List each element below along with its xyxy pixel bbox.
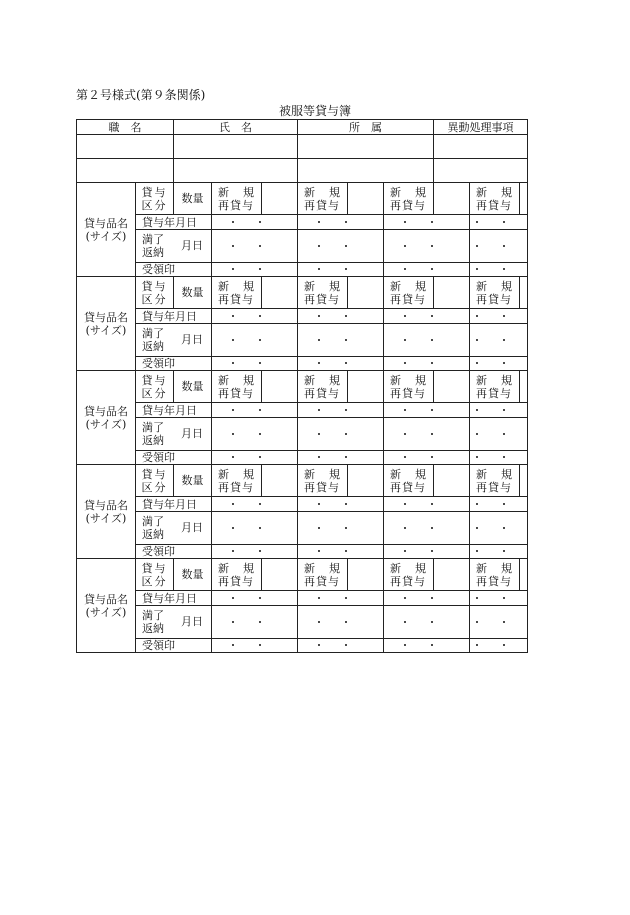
return-date-cell[interactable]: ・・ bbox=[384, 230, 470, 263]
seal-cell[interactable]: ・・ bbox=[298, 545, 384, 559]
month-day-label: 月日 bbox=[181, 239, 203, 252]
kubun-label-2: 区分 bbox=[141, 198, 168, 212]
return-row bbox=[77, 324, 528, 357]
seal-row bbox=[77, 357, 528, 371]
return-date-cell[interactable]: ・・ bbox=[298, 230, 384, 263]
table-body bbox=[77, 120, 528, 653]
return-label: 返納 bbox=[142, 246, 164, 259]
lend-date-cell[interactable]: ・・ bbox=[470, 309, 528, 324]
lend-date-row bbox=[77, 497, 528, 512]
return-label: 返納 bbox=[142, 340, 164, 353]
form-number: 第２号様式(第９条関係) bbox=[76, 88, 206, 102]
seal-cell[interactable]: ・・ bbox=[212, 451, 298, 465]
kubun-label-2: 区分 bbox=[141, 574, 168, 588]
return-date-cell[interactable]: ・・ bbox=[470, 230, 528, 263]
lend-type-cell bbox=[470, 559, 527, 591]
entry-row bbox=[77, 135, 528, 159]
lend-date-label: 貸与年月日 bbox=[136, 497, 212, 512]
seal-cell[interactable]: ・・ bbox=[298, 451, 384, 465]
month-day-label: 月日 bbox=[181, 333, 203, 346]
seal-cell[interactable]: ・・ bbox=[384, 357, 470, 371]
seal-cell[interactable]: ・・ bbox=[212, 545, 298, 559]
return-label: 返納 bbox=[142, 622, 164, 635]
lend-type-cell bbox=[212, 559, 268, 591]
lend-date-cell[interactable]: ・・ bbox=[212, 497, 298, 512]
return-date-cell[interactable]: ・・ bbox=[212, 606, 298, 639]
return-date-cell[interactable]: ・・ bbox=[384, 606, 470, 639]
item-name-cell bbox=[77, 559, 136, 653]
lend-type-cell bbox=[384, 183, 441, 215]
affiliation-cell[interactable] bbox=[298, 135, 434, 159]
lend-date-row bbox=[77, 215, 528, 230]
item-name-label: 貸与品名 bbox=[84, 310, 128, 324]
seal-row bbox=[77, 451, 528, 465]
expiry-label: 満了 bbox=[142, 515, 164, 528]
lend-type-relend: 再貸与 bbox=[476, 198, 513, 212]
lend-type-relend: 再貸与 bbox=[476, 292, 513, 306]
quantity-label: 数量 bbox=[174, 371, 212, 403]
lend-date-cell[interactable]: ・・ bbox=[298, 215, 384, 230]
lend-type-cell bbox=[298, 277, 355, 309]
lend-type-relend: 再貸与 bbox=[476, 386, 513, 400]
kubun-label-1: 貸与 bbox=[141, 373, 168, 387]
transfer-cell[interactable] bbox=[434, 135, 528, 159]
lend-type-cell bbox=[212, 183, 268, 215]
seal-row bbox=[77, 545, 528, 559]
lend-type-cell bbox=[470, 371, 527, 403]
return-label: 返納 bbox=[142, 528, 164, 541]
position-cell[interactable] bbox=[77, 159, 174, 183]
return-label-cell bbox=[136, 230, 212, 263]
return-date-cell[interactable]: ・・ bbox=[298, 606, 384, 639]
item-name-label: 貸与品名 bbox=[84, 592, 128, 606]
lend-date-row bbox=[77, 309, 528, 324]
kubun-label-1: 貸与 bbox=[141, 279, 168, 293]
lend-date-cell[interactable]: ・・ bbox=[212, 309, 298, 324]
lend-type-new: 新規 bbox=[390, 279, 441, 293]
lend-type-relend: 再貸与 bbox=[304, 480, 341, 494]
lend-type-new: 新規 bbox=[218, 373, 268, 387]
lend-type-new: 新規 bbox=[304, 279, 355, 293]
seal-label: 受領印 bbox=[136, 357, 212, 371]
lend-type-cell bbox=[298, 183, 355, 215]
lend-date-cell[interactable]: ・・ bbox=[298, 497, 384, 512]
seal-cell[interactable]: ・・ bbox=[298, 639, 384, 653]
seal-label: 受領印 bbox=[136, 451, 212, 465]
lend-date-cell[interactable]: ・・ bbox=[470, 497, 528, 512]
lend-type-relend: 再貸与 bbox=[218, 574, 254, 588]
seal-label: 受領印 bbox=[136, 545, 212, 559]
item-size-label: (サイズ) bbox=[85, 511, 127, 525]
lend-type-cell bbox=[298, 465, 355, 497]
lend-date-label: 貸与年月日 bbox=[136, 309, 212, 324]
header-position: 職 名 bbox=[77, 120, 174, 135]
lend-type-new: 新規 bbox=[218, 279, 268, 293]
lend-type-relend: 再貸与 bbox=[476, 574, 513, 588]
return-row bbox=[77, 512, 528, 545]
quantity-label: 数量 bbox=[174, 277, 212, 309]
lend-date-cell[interactable]: ・・ bbox=[470, 215, 528, 230]
month-day-label: 月日 bbox=[181, 615, 203, 628]
return-date-cell[interactable]: ・・ bbox=[298, 512, 384, 545]
lend-type-new: 新規 bbox=[304, 185, 355, 199]
item-size-label: (サイズ) bbox=[85, 323, 127, 337]
lend-type-cell bbox=[470, 277, 527, 309]
return-date-cell[interactable]: ・・ bbox=[470, 512, 528, 545]
lend-type-cell bbox=[470, 465, 527, 497]
kubun-cell bbox=[136, 277, 174, 309]
lend-type-new: 新規 bbox=[218, 185, 268, 199]
header-affiliation: 所 属 bbox=[298, 120, 434, 135]
item-block-row bbox=[77, 371, 528, 403]
seal-label: 受領印 bbox=[136, 263, 212, 277]
seal-row bbox=[77, 639, 528, 653]
header-row bbox=[77, 120, 528, 135]
month-day-label: 月日 bbox=[181, 427, 203, 440]
seal-cell[interactable]: ・・ bbox=[470, 451, 528, 465]
return-date-cell[interactable]: ・・ bbox=[384, 418, 470, 451]
seal-cell[interactable]: ・・ bbox=[212, 639, 298, 653]
affiliation-cell[interactable] bbox=[298, 159, 434, 183]
return-date-cell[interactable]: ・・ bbox=[470, 606, 528, 639]
return-date-cell[interactable]: ・・ bbox=[212, 230, 298, 263]
lend-type-relend: 再貸与 bbox=[390, 292, 427, 306]
return-date-cell[interactable]: ・・ bbox=[298, 324, 384, 357]
lend-date-cell[interactable]: ・・ bbox=[384, 215, 470, 230]
return-date-cell[interactable]: ・・ bbox=[212, 512, 298, 545]
seal-cell[interactable]: ・・ bbox=[384, 639, 470, 653]
lend-date-cell[interactable]: ・・ bbox=[384, 403, 470, 418]
item-block-row bbox=[77, 465, 528, 497]
lend-date-cell[interactable]: ・・ bbox=[298, 309, 384, 324]
lend-date-cell[interactable]: ・・ bbox=[212, 591, 298, 606]
header-transfer: 異動処理事項 bbox=[434, 120, 528, 135]
item-block-row bbox=[77, 277, 528, 309]
return-row bbox=[77, 606, 528, 639]
kubun-label-1: 貸与 bbox=[141, 185, 168, 199]
return-date-cell[interactable]: ・・ bbox=[212, 324, 298, 357]
return-row bbox=[77, 230, 528, 263]
seal-cell[interactable]: ・・ bbox=[212, 357, 298, 371]
lend-type-new: 新規 bbox=[476, 467, 527, 481]
seal-cell[interactable]: ・・ bbox=[470, 545, 528, 559]
lend-type-new: 新規 bbox=[304, 561, 355, 575]
lend-type-relend: 再貸与 bbox=[304, 198, 341, 212]
return-label-cell bbox=[136, 512, 212, 545]
kubun-label-2: 区分 bbox=[141, 386, 168, 400]
seal-cell[interactable]: ・・ bbox=[470, 639, 528, 653]
item-block-row bbox=[77, 183, 528, 215]
seal-cell[interactable]: ・・ bbox=[212, 263, 298, 277]
lend-type-relend: 再貸与 bbox=[390, 386, 427, 400]
lend-type-relend: 再貸与 bbox=[304, 386, 341, 400]
lend-type-relend: 再貸与 bbox=[218, 198, 254, 212]
expiry-label: 満了 bbox=[142, 609, 164, 622]
kubun-cell bbox=[136, 183, 174, 215]
transfer-cell[interactable] bbox=[434, 159, 528, 183]
seal-cell[interactable]: ・・ bbox=[384, 545, 470, 559]
lend-date-cell[interactable]: ・・ bbox=[212, 215, 298, 230]
lend-type-relend: 再貸与 bbox=[390, 574, 427, 588]
item-name-label: 貸与品名 bbox=[84, 404, 128, 418]
month-day-label: 月日 bbox=[181, 521, 203, 534]
lend-type-new: 新規 bbox=[390, 185, 441, 199]
return-date-cell[interactable]: ・・ bbox=[470, 418, 528, 451]
lend-type-new: 新規 bbox=[304, 373, 355, 387]
kubun-label-2: 区分 bbox=[141, 292, 168, 306]
lend-type-new: 新規 bbox=[218, 467, 268, 481]
seal-cell[interactable]: ・・ bbox=[298, 357, 384, 371]
lend-date-cell[interactable]: ・・ bbox=[470, 403, 528, 418]
item-name-cell bbox=[77, 465, 136, 559]
return-row bbox=[77, 418, 528, 451]
return-date-cell[interactable]: ・・ bbox=[298, 418, 384, 451]
lend-date-row bbox=[77, 403, 528, 418]
kubun-label-1: 貸与 bbox=[141, 467, 168, 481]
kubun-label-2: 区分 bbox=[141, 480, 168, 494]
lend-date-cell[interactable]: ・・ bbox=[384, 497, 470, 512]
lend-type-cell bbox=[384, 465, 441, 497]
seal-cell[interactable]: ・・ bbox=[384, 263, 470, 277]
lend-type-new: 新規 bbox=[390, 561, 441, 575]
return-date-cell[interactable]: ・・ bbox=[384, 512, 470, 545]
kubun-label-1: 貸与 bbox=[141, 561, 168, 575]
lend-date-cell[interactable]: ・・ bbox=[470, 591, 528, 606]
lend-date-cell[interactable]: ・・ bbox=[212, 403, 298, 418]
lend-date-label: 貸与年月日 bbox=[136, 215, 212, 230]
lend-type-relend: 再貸与 bbox=[476, 480, 513, 494]
item-name-cell bbox=[77, 277, 136, 371]
quantity-label: 数量 bbox=[174, 183, 212, 215]
lend-type-relend: 再貸与 bbox=[218, 292, 254, 306]
lend-type-relend: 再貸与 bbox=[304, 292, 341, 306]
seal-cell[interactable]: ・・ bbox=[470, 357, 528, 371]
lend-type-new: 新規 bbox=[476, 561, 527, 575]
lend-type-new: 新規 bbox=[218, 561, 268, 575]
lend-type-relend: 再貸与 bbox=[304, 574, 341, 588]
item-size-label: (サイズ) bbox=[85, 605, 127, 619]
expiry-label: 満了 bbox=[142, 421, 164, 434]
kubun-cell bbox=[136, 465, 174, 497]
lend-date-cell[interactable]: ・・ bbox=[384, 591, 470, 606]
lending-register-table bbox=[76, 119, 528, 653]
lend-date-row bbox=[77, 591, 528, 606]
expiry-label: 満了 bbox=[142, 233, 164, 246]
lend-type-cell bbox=[384, 559, 441, 591]
item-name-cell bbox=[77, 371, 136, 465]
lend-type-new: 新規 bbox=[304, 467, 355, 481]
lend-type-cell bbox=[212, 277, 268, 309]
lend-date-label: 貸与年月日 bbox=[136, 403, 212, 418]
return-date-cell[interactable]: ・・ bbox=[384, 324, 470, 357]
lend-type-cell bbox=[384, 277, 441, 309]
return-date-cell[interactable]: ・・ bbox=[470, 324, 528, 357]
form-title: 被服等貸与簿 bbox=[278, 104, 351, 118]
return-label-cell bbox=[136, 418, 212, 451]
position-cell[interactable] bbox=[77, 135, 174, 159]
lend-type-cell bbox=[298, 371, 355, 403]
entry-row bbox=[77, 159, 528, 183]
quantity-label: 数量 bbox=[174, 465, 212, 497]
seal-cell[interactable]: ・・ bbox=[298, 263, 384, 277]
item-name-cell bbox=[77, 183, 136, 277]
lend-date-cell[interactable]: ・・ bbox=[298, 403, 384, 418]
lend-type-cell bbox=[384, 371, 441, 403]
seal-row bbox=[77, 263, 528, 277]
lend-type-cell bbox=[212, 465, 268, 497]
lend-type-new: 新規 bbox=[476, 373, 527, 387]
lend-type-new: 新規 bbox=[476, 279, 527, 293]
name-cell[interactable] bbox=[174, 159, 298, 183]
item-name-label: 貸与品名 bbox=[84, 216, 128, 230]
lend-type-new: 新規 bbox=[390, 467, 441, 481]
item-size-label: (サイズ) bbox=[85, 229, 127, 243]
return-label: 返納 bbox=[142, 434, 164, 447]
return-date-cell[interactable]: ・・ bbox=[212, 418, 298, 451]
lend-type-cell bbox=[298, 559, 355, 591]
header-name: 氏 名 bbox=[174, 120, 298, 135]
lend-date-label: 貸与年月日 bbox=[136, 591, 212, 606]
seal-cell[interactable]: ・・ bbox=[470, 263, 528, 277]
return-label-cell bbox=[136, 324, 212, 357]
name-cell[interactable] bbox=[174, 135, 298, 159]
lend-type-cell bbox=[212, 371, 268, 403]
lend-type-cell bbox=[470, 183, 527, 215]
seal-label: 受領印 bbox=[136, 639, 212, 653]
return-label-cell bbox=[136, 606, 212, 639]
quantity-label: 数量 bbox=[174, 559, 212, 591]
lend-type-relend: 再貸与 bbox=[390, 480, 427, 494]
item-name-label: 貸与品名 bbox=[84, 498, 128, 512]
lend-type-new: 新規 bbox=[476, 185, 527, 199]
lend-type-relend: 再貸与 bbox=[390, 198, 427, 212]
kubun-cell bbox=[136, 559, 174, 591]
kubun-cell bbox=[136, 371, 174, 403]
lend-type-new: 新規 bbox=[390, 373, 441, 387]
lend-type-relend: 再貸与 bbox=[218, 480, 254, 494]
seal-cell[interactable]: ・・ bbox=[384, 451, 470, 465]
lend-date-cell[interactable]: ・・ bbox=[298, 591, 384, 606]
item-size-label: (サイズ) bbox=[85, 417, 127, 431]
expiry-label: 満了 bbox=[142, 327, 164, 340]
lend-type-relend: 再貸与 bbox=[218, 386, 254, 400]
item-block-row bbox=[77, 559, 528, 591]
lend-date-cell[interactable]: ・・ bbox=[384, 309, 470, 324]
